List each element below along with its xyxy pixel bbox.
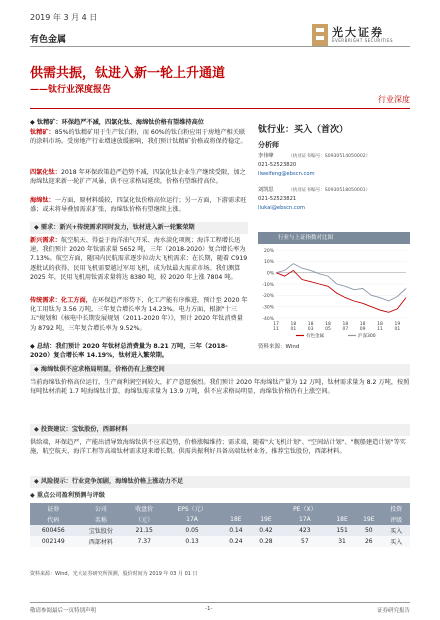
x-tick-label: 11: [273, 327, 279, 332]
summary: ◆ 总结：我们预计 2020 年钛材总消费量为 8.21 万吨，三年（2018-2020）复合增长率 14.19%，钛材进入繁荣期。: [30, 343, 228, 360]
table-cell: 0.14: [229, 527, 243, 534]
table-cell: 50: [364, 527, 373, 534]
x-tick-label: 11: [377, 327, 383, 332]
p5-text: 在环保趋严形势下，化工产能有序推进，预计至 2020 年化工用钛为 3.56 万吨，三年复合增长率为 14.23%。电力方面，根据"十三五"规划和《核电中长期发展规划（2011-2020 年）》，预计 2020 年钛消费量为 8792 吨，三年复合增长率为 9.52%。: [30, 297, 248, 332]
analyst-heading: 分析师: [258, 141, 279, 149]
analyst-2-license: （执业证书编号：S0930518050001）: [288, 188, 371, 193]
table-header-cell: 名称: [94, 517, 107, 524]
chart-title: 行业与上证指数对比图: [258, 232, 410, 244]
table-header-cell: 公司: [94, 506, 107, 513]
table-cell: 西部材料: [88, 539, 113, 546]
table-header-cell: [251, 503, 281, 514]
y-tick-label: 0%: [266, 271, 274, 277]
p1-lead: ◆ 钛精矿：环保趋严不减，四氯化钛、海绵钛价格有望维持高位: [30, 119, 204, 126]
x-tick-label: 19: [394, 322, 401, 327]
table-cell: 600456: [41, 527, 65, 534]
footer-disclaimer: 敬请参阅最后一页特别声明: [30, 608, 97, 614]
table-cell: 002149: [41, 538, 65, 545]
x-tick-label: 03: [307, 327, 314, 332]
p4-keyword: 新兴需求：: [30, 237, 61, 244]
analyst-1-name: 李伟峰: [258, 153, 274, 159]
p1-keyword: 钛精矿：: [30, 129, 55, 136]
x-tick-label: 09: [359, 327, 366, 332]
title-divider: [30, 108, 410, 109]
section-demand: ◆ 需求：新兴+传统需求同时发力，钛材进入新一轮繁荣期: [30, 222, 248, 234]
table-cell: 0.42: [259, 527, 273, 534]
table-cell: 0.24: [229, 538, 243, 545]
table-cell: 423: [299, 527, 311, 534]
footer-label: 证券研究报告: [376, 608, 410, 614]
industry-category: 有色金属: [30, 35, 67, 45]
chart-source: 资料来源：Wind: [258, 344, 300, 350]
table-cell: 买入: [390, 539, 403, 546]
section-sponge-titanium: ◆ 海绵钛供不应求格局明显，价格仍有上涨空间: [30, 364, 410, 376]
page-number: -1-: [205, 606, 213, 612]
p5: [30, 296, 248, 333]
forecast-table: [30, 503, 410, 547]
analyst-2-email[interactable]: liukai@ebscn.com: [258, 205, 305, 211]
table-cell: 0.05: [185, 527, 199, 534]
x-tick-label: 18: [307, 322, 314, 327]
y-tick-label: 10%: [263, 260, 274, 266]
table-header-cell: 17A: [298, 516, 311, 523]
table-row: [30, 536, 410, 547]
table-header-row: [30, 514, 410, 525]
footer-divider: [30, 602, 410, 603]
y-tick-label: -20%: [262, 294, 274, 300]
analyst-1: [258, 152, 410, 179]
x-tick-label: 01: [394, 327, 401, 332]
table-note: 资料来源：Wind，光大证券研究所预测，股价时间为 2019 年 03 月 01 日: [30, 571, 198, 577]
p1: [30, 128, 248, 146]
table-header-cell: 19E: [260, 516, 272, 523]
table-cell: 57: [301, 538, 309, 545]
report-title: 供需共振，钛进入新一轮上升通道: [30, 66, 226, 81]
logo-en: EVERBRIGHT SECURITIES: [332, 38, 394, 43]
x-tick-label: 18: [325, 322, 331, 327]
p6: 当前海绵钛价格高位运行，生产商利润空间较大，扩产意愿强烈。我们预计 2020 年海绵钛产量为 12 万吨，钛材需求量为 8.2 万吨，按照每吨钛材消耗 1.7 吨海绵钛计算，海绵钛需求量为 13.9 万吨，供不应求格局明显，海绵钛价格仍有上涨空间。: [30, 379, 410, 396]
p4: [30, 236, 248, 282]
analyst-1-email[interactable]: liweifeng@ebscn.com: [258, 171, 315, 177]
analyst-2: [258, 186, 410, 213]
analyst-2-name: 刘凯思: [258, 187, 274, 193]
table-header-cell: 投资: [390, 506, 403, 513]
x-tick-label: 17: [273, 322, 279, 327]
x-tick-label: 01: [290, 327, 297, 332]
p2-keyword: 四氯化钛：: [30, 169, 61, 176]
table-header-cell: EPS（元）: [177, 506, 207, 513]
p3-keyword: 海绵钛：: [30, 197, 55, 204]
x-tick-label: 18: [342, 322, 349, 327]
analyst-2-phone: 021-52523821: [258, 196, 297, 202]
table-row: [30, 525, 410, 536]
series-line-有色金属: [276, 270, 406, 312]
table-header-cell: PE（X）: [293, 506, 317, 513]
analyst-1-phone: 021-52523820: [258, 162, 297, 168]
report-subtitle: ——钛行业深度报告: [30, 85, 112, 95]
y-tick-label: 20%: [263, 248, 274, 254]
table-header-cell: [329, 503, 356, 514]
x-tick-label: 18: [359, 322, 366, 327]
table-cell: 26: [364, 538, 373, 545]
p5-keyword: 传统需求：化工方面，: [30, 297, 92, 304]
analyst-1-license: （执业证书编号：S0930514050002）: [288, 154, 371, 159]
section-investment: ◆ 投资建议：宝钛股份，西部材料: [30, 424, 410, 436]
table-header-cell: [221, 503, 251, 514]
table-header-cell: （元）: [135, 517, 154, 524]
table-header-cell: 收盘价: [135, 506, 154, 513]
x-tick-label: 05: [325, 327, 331, 332]
table-cell: 7.37: [137, 538, 151, 545]
table-header-cell: 18E: [230, 516, 242, 523]
header-divider: [30, 46, 410, 47]
report-type-tag: 行业深度: [378, 95, 410, 104]
table-header-cell: 19E: [363, 516, 375, 523]
y-tick-label: -10%: [262, 282, 274, 288]
table-cell: 21.15: [135, 527, 153, 534]
table-header-cell: 证券: [47, 506, 60, 513]
p1-text: 85%的钛精矿用于生产钛白粉，而 60%的钛白粉应用于房地产相关联的涂料市场。受房地产行业增速放缓影响，我们预计钛精矿价格或将保持稳定。: [30, 129, 247, 146]
table-cell: 151: [336, 527, 348, 534]
index-comparison-chart: [258, 246, 410, 340]
table-cell: 0.28: [259, 538, 273, 545]
x-tick-label: 18: [377, 322, 383, 327]
x-tick-label: 18: [290, 322, 297, 327]
table-cell: 31: [338, 538, 346, 545]
p3-text: 一方面，原材料缓较，四氯化钛价格高位运行；另一方面，下游需求旺盛；或未将导叠加需求扩张，海绵钛价格有望继续上涨。: [30, 197, 247, 214]
industry-rating: 钛行业：买入（首次）: [258, 125, 349, 135]
table-header-cell: [355, 503, 382, 514]
p4-text: 航空航天、得益于海洋油气开采、海水淡化项规；海洋工程增长迅速，我们预计 2020 年钛需求量 5652 吨，三年（2018-2020）复合增长率为 7.13%。航空方面，随国内民航需求逐步拉动大飞机需求；在长期，随着 C919 逐批试的获得，民用飞机需要越过军用飞机，成为钛最大需求市场。我们测算 2025 年，民用飞机用钛需求量将达 8380 吨，较 2020 年上涨 7804 吨。: [30, 237, 248, 281]
report-date: 2019 年 3 月 4 日: [30, 13, 98, 22]
p3: [30, 196, 248, 214]
table-header-row: [30, 503, 410, 514]
table-cell: 0.13: [185, 538, 199, 545]
table-header-cell: 评级: [390, 517, 403, 524]
table-header-cell: 代码: [47, 517, 60, 524]
y-tick-label: -30%: [262, 305, 274, 311]
table-title: ◆ 重点公司盈利预测与评级: [30, 492, 105, 499]
legend-label: 有色金属: [306, 334, 324, 339]
y-tick-label: -40%: [262, 316, 274, 322]
table-header-cell: 18E: [336, 516, 348, 523]
p7: 供给端，环保趋严，产能出清导致海绵钛供不应求趋势，价格涨幅维持；需求端，随着"大飞机计划"、"空间站计划"、"舰船建造计划"等实施，航空航天、海洋工程等高端钛材需求迎来增长期。供需共振利好具备高端钛材业务，推荐宝钛股份，西部材料。: [30, 439, 406, 456]
legend-label: 沪深300: [358, 334, 376, 339]
p2: [30, 168, 248, 186]
table-cell: 买入: [390, 528, 403, 535]
table-cell: 宝钛股份: [88, 528, 113, 535]
table-header-cell: 17A: [186, 516, 198, 523]
x-tick-label: 07: [342, 327, 349, 332]
p2-text: 2018 年环保政策趋严趋势不减，四氯化钛企业生产继续受限，加之海绵钛迎来新一轮扩产风暴，供不应求格局延续，价格有望维持高位。: [30, 169, 246, 186]
section-risk: ◆ 风险提示：行业竞争加剧，海绵钛价格上涨动力不足: [30, 476, 410, 488]
logo-cn: 光大证券: [332, 26, 384, 39]
